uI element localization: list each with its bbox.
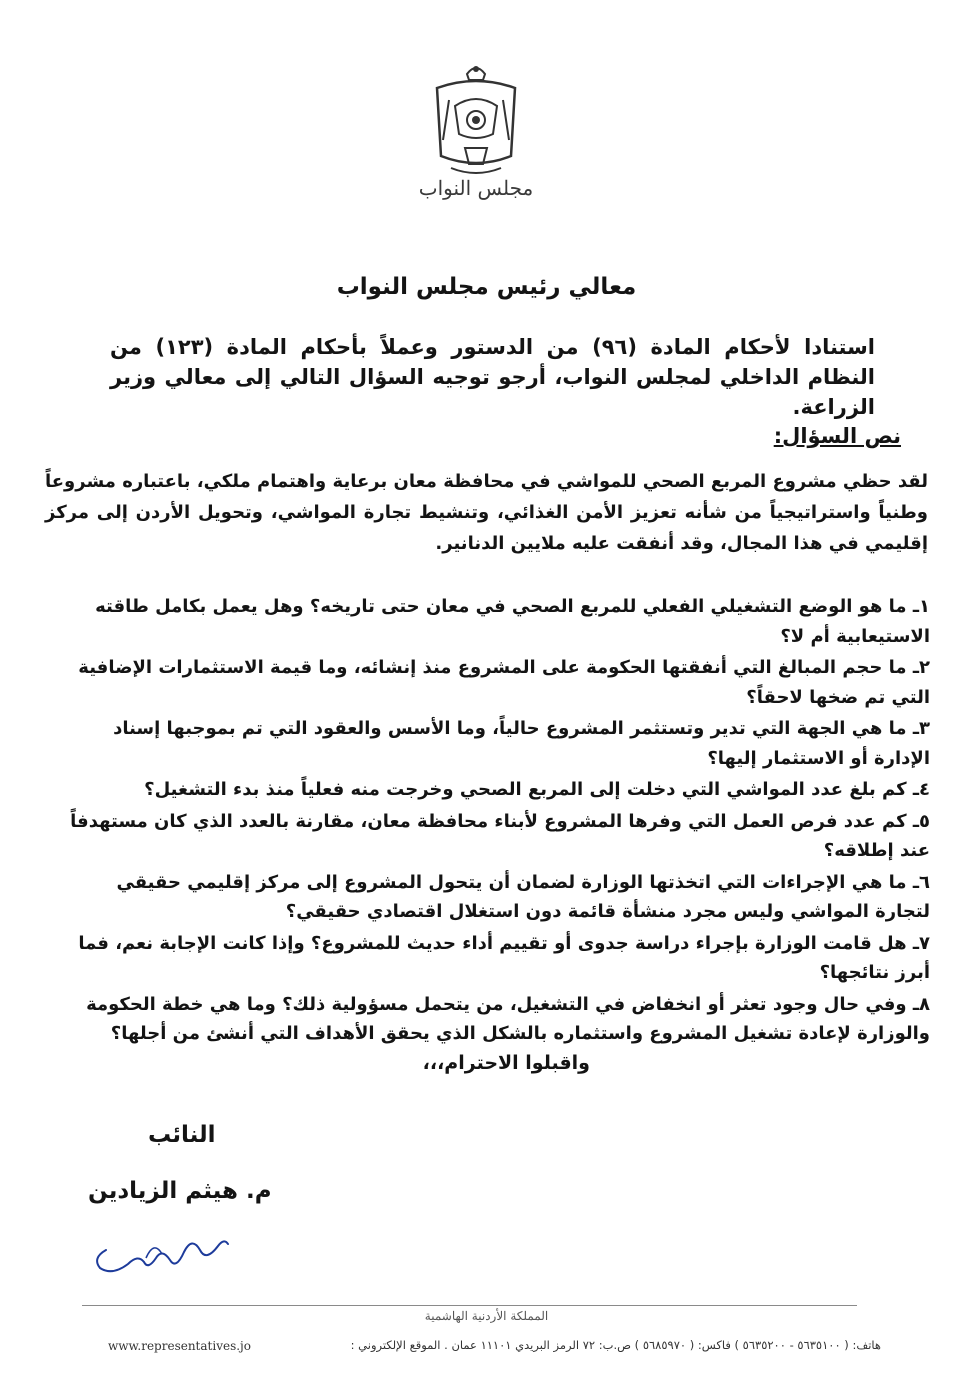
question-item-3: ٣ـ ما هي الجهة التي تدير وتستثمر المشروع حالياً، وما الأسس والعقود التي تم بموجبها إسناد الإدارة أو الاستثمار إليها؟ bbox=[113, 718, 930, 769]
question-item-6: ٦ـ ما هي الإجراءات التي اتخذتها الوزارة لضمان أن يتحول المشروع إلى مركز إقليمي حقيقي لتجارة المواشي وليس مجرد منشأة قائمة دون استغلال اقتصادي حقيقي؟ bbox=[116, 871, 930, 922]
question-heading: نص السؤال: bbox=[773, 424, 901, 448]
question-item-4: ٤ـ كم بلغ عدد المواشي التي دخلت إلى المربع الصحي وخرجت منه فعلياً منذ بدء التشغيل؟ bbox=[144, 779, 930, 800]
handwritten-signature bbox=[88, 1228, 238, 1278]
question-item-2: ٢ـ ما حجم المبالغ التي أنفقتها الحكومة على المشروع منذ إنشائه، وما قيمة الاستثمارات الإضافية التي تم ضخها لاحقاً؟ bbox=[78, 657, 930, 708]
signatory-name: م. هيثم الزيادين bbox=[88, 1178, 272, 1204]
footer-divider bbox=[82, 1305, 857, 1306]
signatory-title: النائب bbox=[148, 1122, 216, 1148]
jordan-coat-of-arms-icon bbox=[431, 60, 521, 180]
closing: واقبلوا الاحترام،،، bbox=[422, 1052, 590, 1074]
footer-contact: هاتف: ( ٥٦٣٥١٠٠ - ٥٦٣٥٢٠٠ ) فاكس: ( ٥٦٨٥٩٧٠ ) ص.ب: ٧٢ الرمز البريدي ١١١٠١ عمان . الموقع الإلكتروني : bbox=[350, 1338, 881, 1352]
question-item-1: ١ـ ما هو الوضع التشغيلي الفعلي للمربع الصحي في معان حتى تاريخه؟ وهل يعمل بكامل طاقته الاستيعابية أم لا؟ bbox=[95, 596, 930, 647]
question-list bbox=[66, 592, 930, 1051]
footer-kingdom: المملكة الأردنية الهاشمية bbox=[424, 1309, 549, 1323]
intro-paragraph: استنادا لأحكام المادة (٩٦) من الدستور وعملاً بأحكام المادة (١٢٣) من النظام الداخلي لمجلس النواب، أرجو توجيه السؤال التالي إلى معالي وزير الزراعة. bbox=[110, 335, 875, 419]
council-label: مجلس النواب bbox=[418, 176, 534, 200]
question-item-5: ٥ـ كم عدد فرص العمل التي وفرها المشروع لأبناء محافظة معان، مقارنة بالعدد الذي كان مستهدفاً عند إطلاقه؟ bbox=[70, 810, 930, 861]
footer-website-link[interactable]: www.representatives.jo bbox=[108, 1339, 251, 1353]
salutation: معالي رئيس مجلس النواب bbox=[336, 274, 637, 300]
context-paragraph: لقد حظي مشروع المربع الصحي للمواشي في محافظة معان برعاية واهتمام ملكي، باعتباره مشروعاً وطنياً واستراتيجياً من شأنه تعزيز الأمن الغذائي، وتنشيط تجارة المواشي، وتحويل الأردن إلى مركز إقليمي في هذا المجال، وقد أنفقت عليه ملايين الدنانير. bbox=[45, 471, 928, 554]
question-item-8: ٨ـ وفي حال وجود تعثر أو انخفاض في التشغيل، من يتحمل مسؤولية ذلك؟ وما هي خطة الحكومة والوزارة لإعادة تشغيل المشروع واستثماره بالشكل الذي يحقق الأهداف التي أنشئ من أجلها؟ bbox=[86, 993, 930, 1044]
question-item-7: ٧ـ هل قامت الوزارة بإجراء دراسة جدوى أو تقييم أداء حديث للمشروع؟ وإذا كانت الإجابة نعم، فما أبرز نتائجها؟ bbox=[78, 932, 930, 983]
